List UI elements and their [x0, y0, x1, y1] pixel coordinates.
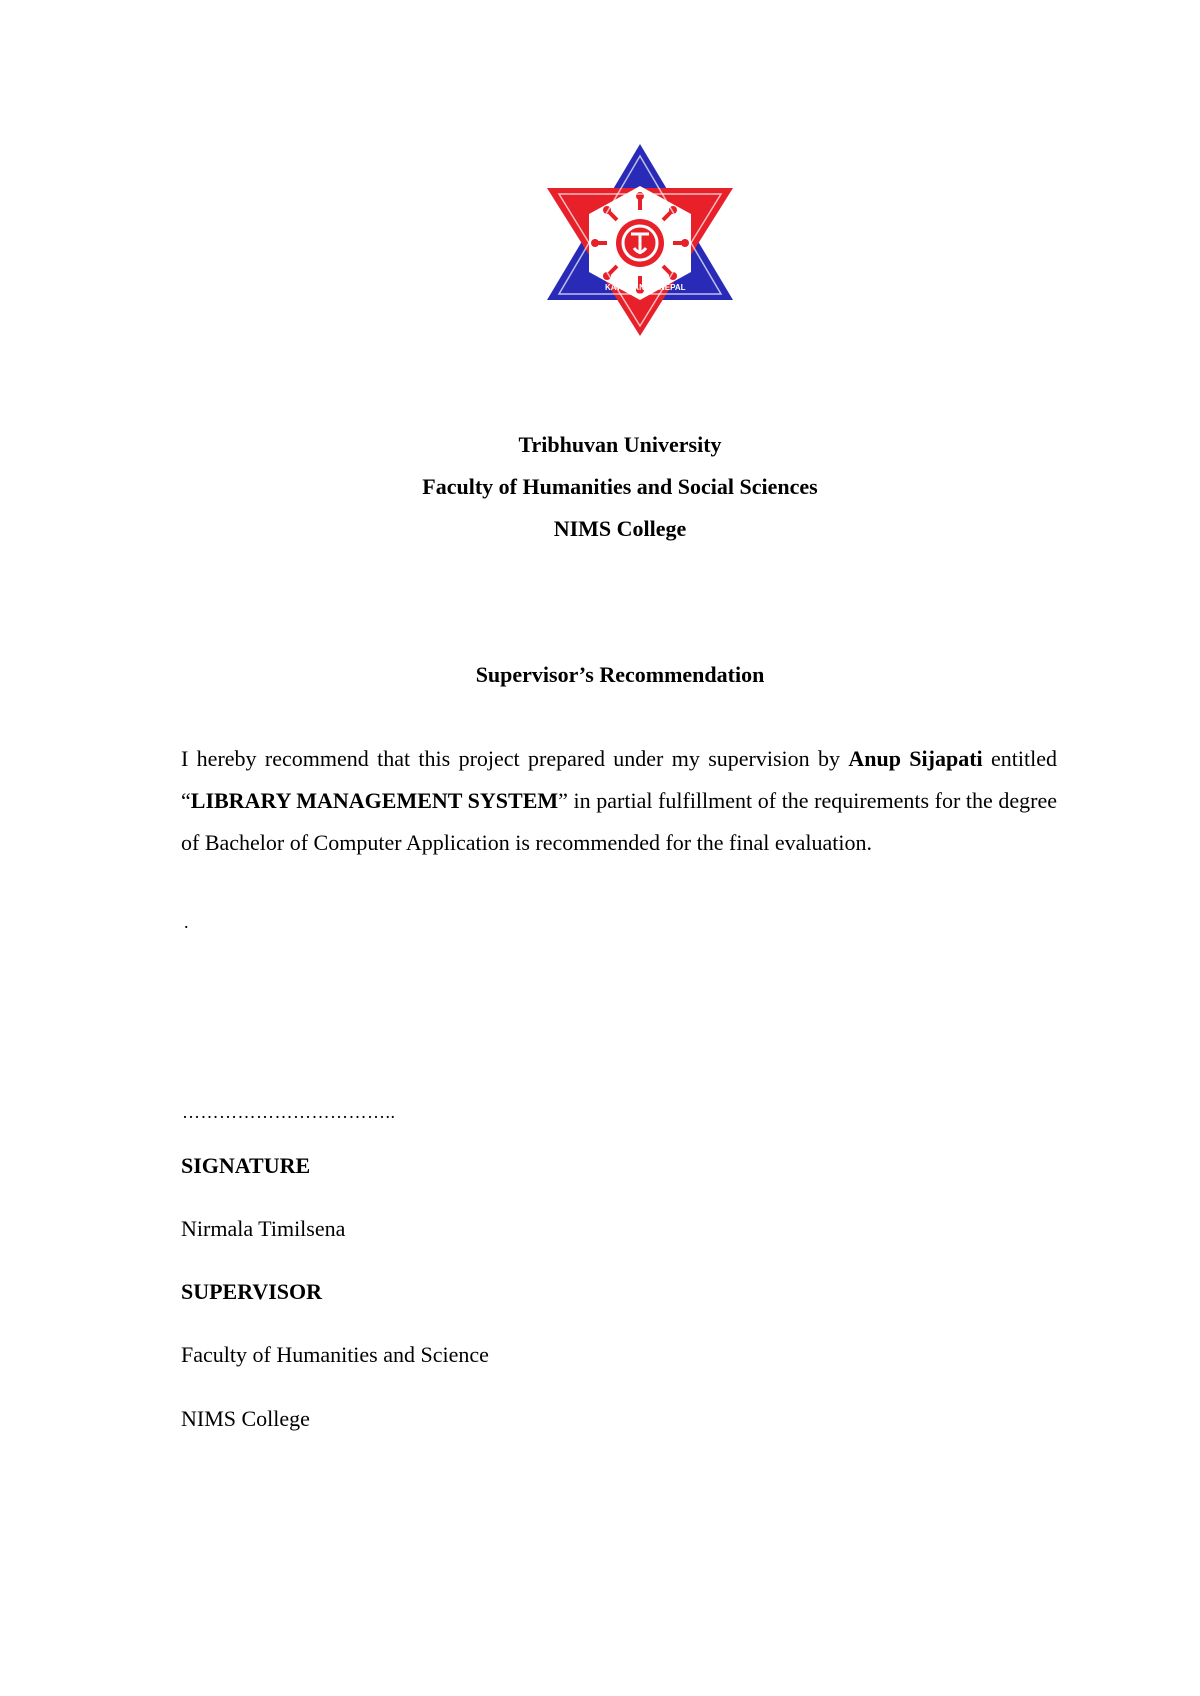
seal-text-kathmandu: KATHMANDU: [605, 283, 657, 292]
university-seal-logo: [543, 140, 737, 340]
recommendation-paragraph: [181, 738, 1057, 864]
paragraph-text-2: entitled “: [181, 746, 1057, 813]
university-name: Tribhuvan University: [518, 432, 722, 457]
supervisor-college: NIMS College: [181, 1406, 310, 1431]
supervisor-label: SUPERVISOR: [181, 1279, 323, 1304]
institution-heading: [0, 424, 1200, 550]
paragraph-text-1: I hereby recommend that this project prepared under my supervision by: [181, 746, 849, 771]
stray-mark: .: [184, 912, 189, 932]
college-name: NIMS College: [553, 516, 687, 541]
supervisor-faculty: Faculty of Humanities and Science: [181, 1342, 489, 1367]
project-title: LIBRARY MANAGEMENT SYSTEM: [190, 788, 559, 813]
signature-label: SIGNATURE: [181, 1153, 311, 1178]
seal-text-nepal: NEPAL: [659, 283, 686, 292]
signature-dotted-line: ……………………………..: [182, 1102, 396, 1122]
recommendation-title: Supervisor’s Recommendation: [475, 662, 765, 687]
supervisor-name: Nirmala Timilsena: [181, 1216, 346, 1241]
student-name: Anup Sijapati: [848, 746, 983, 771]
faculty-name: Faculty of Humanities and Social Sciences: [422, 474, 818, 499]
paragraph-text-3: ” in partial fulfillment of the requirements for the degree of Bachelor of Computer Application is recommended for the final evaluation.: [181, 788, 1057, 855]
